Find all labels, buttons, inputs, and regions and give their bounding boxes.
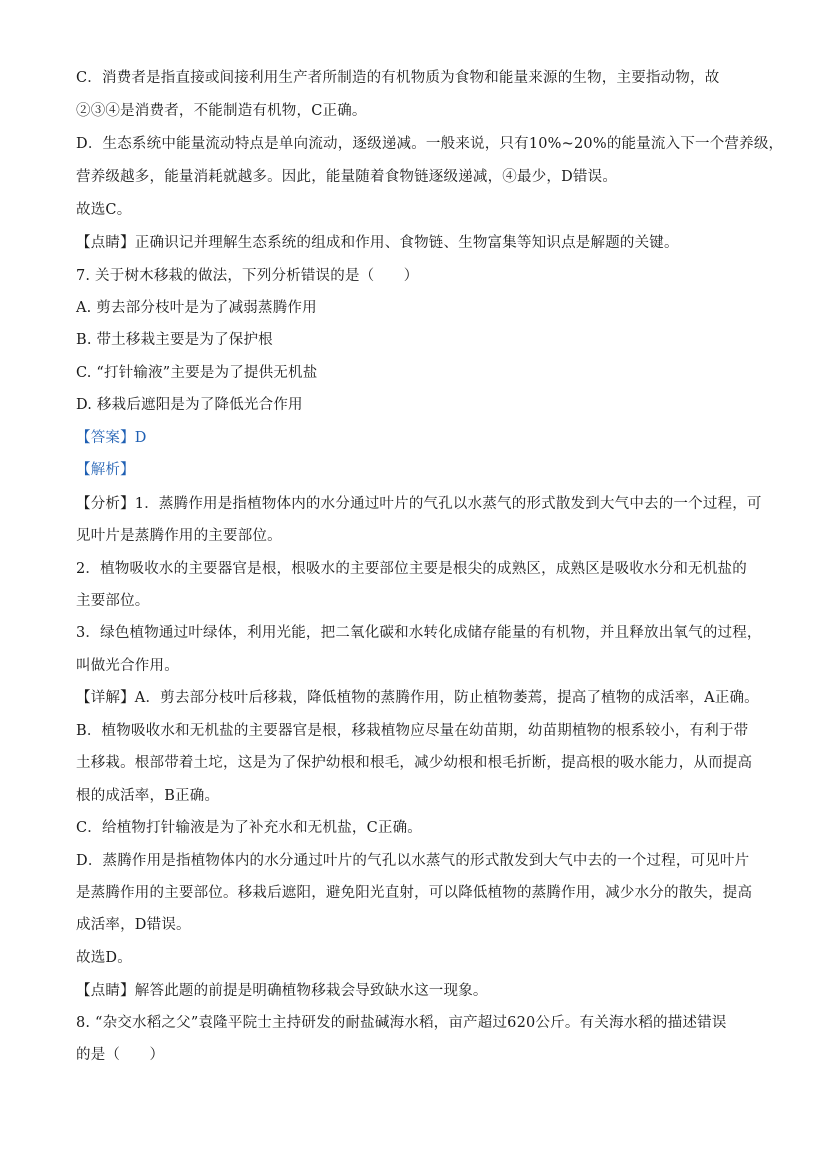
text-line: 2．植物吸收水的主要器官是根，根吸水的主要部位主要是根尖的成熟区，成熟区是吸收水分和无机盐的 (76, 561, 747, 577)
text-line: D．蒸腾作用是指植物体内的水分通过叶片的气孔以水蒸气的形式散发到大气中去的一个过程，可见叶片 (76, 853, 750, 869)
option-b: B. 带土移栽主要是为了保护根 (76, 332, 273, 348)
option-c: C. “打针输液”主要是为了提供无机盐 (76, 365, 318, 381)
text-line: 成活率，D错误。 (76, 917, 191, 933)
text-line: 3．绿色植物通过叶绿体，利用光能，把二氧化碳和水转化成储存能量的有机物，并且释放出氧气的过程， (76, 625, 762, 641)
text-line: 的是（ ） (76, 1047, 165, 1063)
question-8-stem: 8. “杂交水稻之父”袁隆平院士主持研发的耐盐碱海水稻，亩产超过620公斤。有关海水稻的描述错误 (76, 1015, 727, 1031)
text-line: 土移栽。根部带着土坨，这是为了保护幼根和根毛，减少幼根和根毛折断，提高根的吸水能力，从而提高 (76, 755, 753, 771)
question-7-stem: 7. 关于树木移栽的做法，下列分析错误的是（ ） (76, 268, 419, 284)
text-line: 是蒸腾作用的主要部位。移栽后遮阳，避免阳光直射，可以降低植物的蒸腾作用，减少水分的散失，提高 (76, 885, 753, 901)
text-line: B．植物吸收水和无机盐的主要器官是根，移栽植物应尽量在幼苗期，幼苗期植物的根系较小，有利于带 (76, 723, 749, 739)
text-line: 主要部位。 (76, 593, 150, 609)
text-line: 根的成活率，B正确。 (76, 788, 220, 804)
analysis-label: 【解析】 (76, 462, 135, 478)
text-line: C．给植物打针输液是为了补充水和无机盐，C正确。 (76, 820, 422, 836)
text-line: 【分析】1．蒸腾作用是指植物体内的水分通过叶片的气孔以水蒸气的形式散发到大气中去的一个过程，可 (76, 496, 762, 512)
text-line: 【点睛】解答此题的前提是明确植物移栽会导致缺水这一现象。 (76, 983, 488, 999)
text-line: C．消费者是指直接或间接利用生产者所制造的有机物质为食物和能量来源的生物，主要指动物，故 (76, 70, 720, 86)
option-a: A. 剪去部分枝叶是为了减弱蒸腾作用 (76, 300, 317, 316)
text-line: D．生态系统中能量流动特点是单向流动，逐级递减。一般来说，只有10%~20%的能量流入下一个营养级， (76, 136, 784, 152)
text-line: 【点睛】正确识记并理解生态系统的组成和作用、食物链、生物富集等知识点是解题的关键。 (76, 235, 679, 251)
answer-label: 【答案】D (76, 430, 147, 446)
text-line: 故选C。 (76, 202, 132, 218)
text-line: 营养级越多，能量消耗就越多。因此，能量随着食物链逐级递减，④最少，D错误。 (76, 169, 618, 185)
text-line: 【详解】A．剪去部分枝叶后移栽，降低植物的蒸腾作用，防止植物萎蔫，提高了植物的成活率，A正确。 (76, 690, 759, 706)
text-line: ②③④是消费者，不能制造有机物，C正确。 (76, 103, 367, 119)
text-line: 叫做光合作用。 (76, 658, 179, 674)
text-line: 见叶片是蒸腾作用的主要部位。 (76, 528, 282, 544)
text-line: 故选D。 (76, 950, 132, 966)
option-d: D. 移栽后遮阳是为了降低光合作用 (76, 397, 303, 413)
